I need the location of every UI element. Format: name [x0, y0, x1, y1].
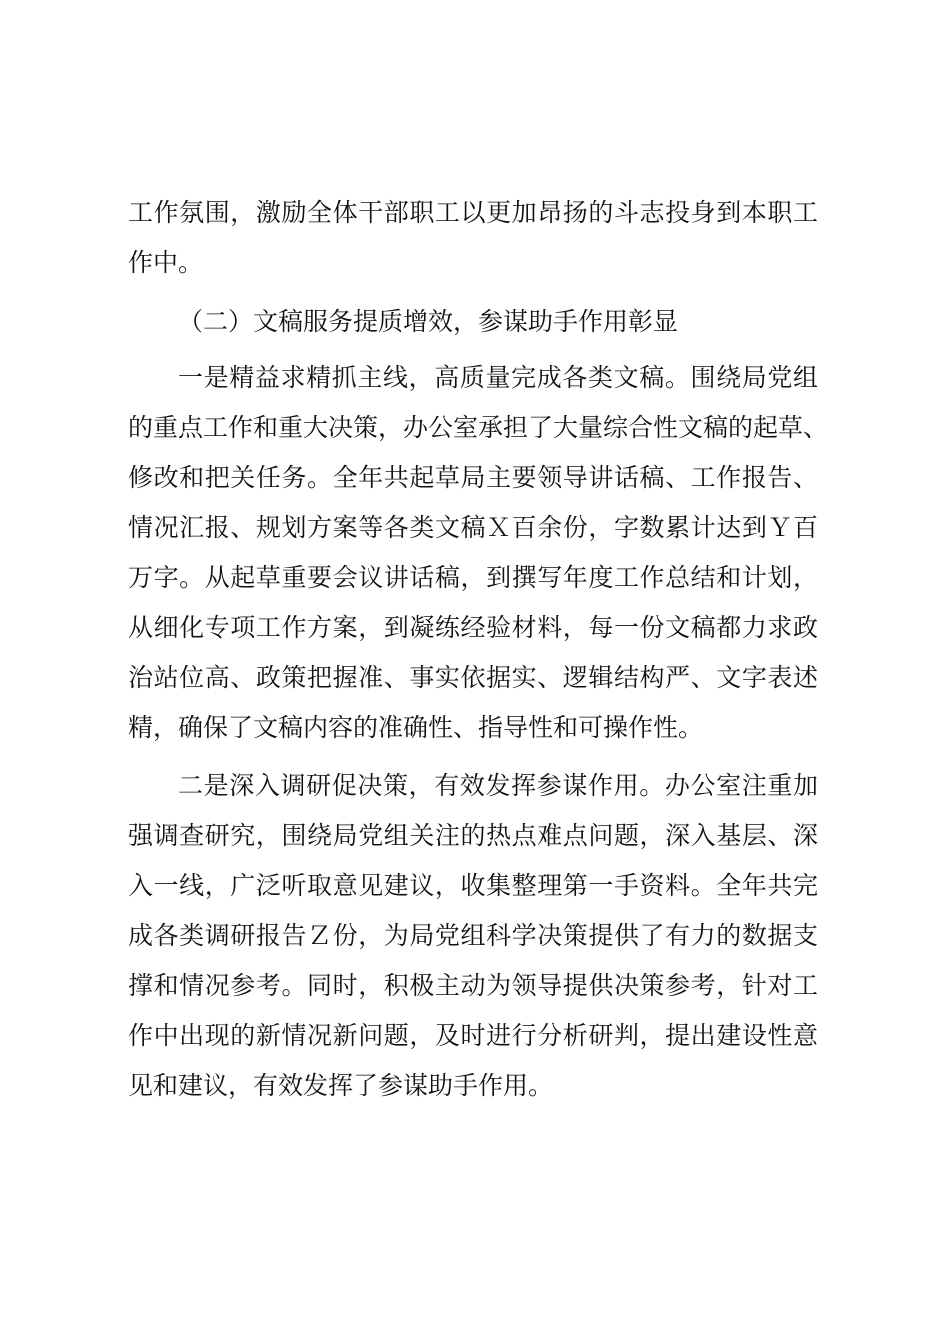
- text-line: 作中。: [128, 248, 204, 277]
- text-line: 一是精益求精抓主线，高质量完成各类文稿。围绕局党组: [178, 363, 818, 392]
- text-line: 精，确保了文稿内容的准确性、指导性和可操作性。: [128, 713, 704, 742]
- text-line: 强调查研究，围绕局党组关注的热点难点问题，深入基层、深: [128, 821, 818, 850]
- text-line: 作中出现的新情况新问题，及时进行分析研判，提出建设性意: [128, 1021, 818, 1050]
- text-line: 工作氛围，激励全体干部职工以更加昂扬的斗志投身到本职工: [128, 198, 818, 227]
- text-line: 修改和把关任务。全年共起草局主要领导讲话稿、工作报告、: [128, 463, 818, 492]
- text-line: 成各类调研报告Ｚ份，为局党组科学决策提供了有力的数据支: [128, 921, 818, 950]
- text-line: 见和建议，有效发挥了参谋助手作用。: [128, 1071, 554, 1100]
- text-line: 治站位高、政策把握准、事实依据实、逻辑结构严、文字表述: [128, 663, 818, 692]
- section-heading: （二）文稿服务提质增效，参谋助手作用彰显: [178, 307, 679, 336]
- text-line: 二是深入调研促决策，有效发挥参谋作用。办公室注重加: [178, 771, 818, 800]
- text-line: 万字。从起草重要会议讲话稿，到撰写年度工作总结和计划，: [128, 563, 818, 592]
- text-line: 入一线，广泛听取意见建议，收集整理第一手资料。全年共完: [128, 871, 818, 900]
- text-line: 的重点工作和重大决策，办公室承担了大量综合性文稿的起草、: [128, 413, 829, 442]
- text-line: 情况汇报、规划方案等各类文稿Ｘ百余份，字数累计达到Ｙ百: [128, 513, 818, 542]
- text-line: 撑和情况参考。同时，积极主动为领导提供决策参考，针对工: [128, 971, 818, 1000]
- text-line: 从细化专项工作方案，到凝练经验材料，每一份文稿都力求政: [128, 613, 818, 642]
